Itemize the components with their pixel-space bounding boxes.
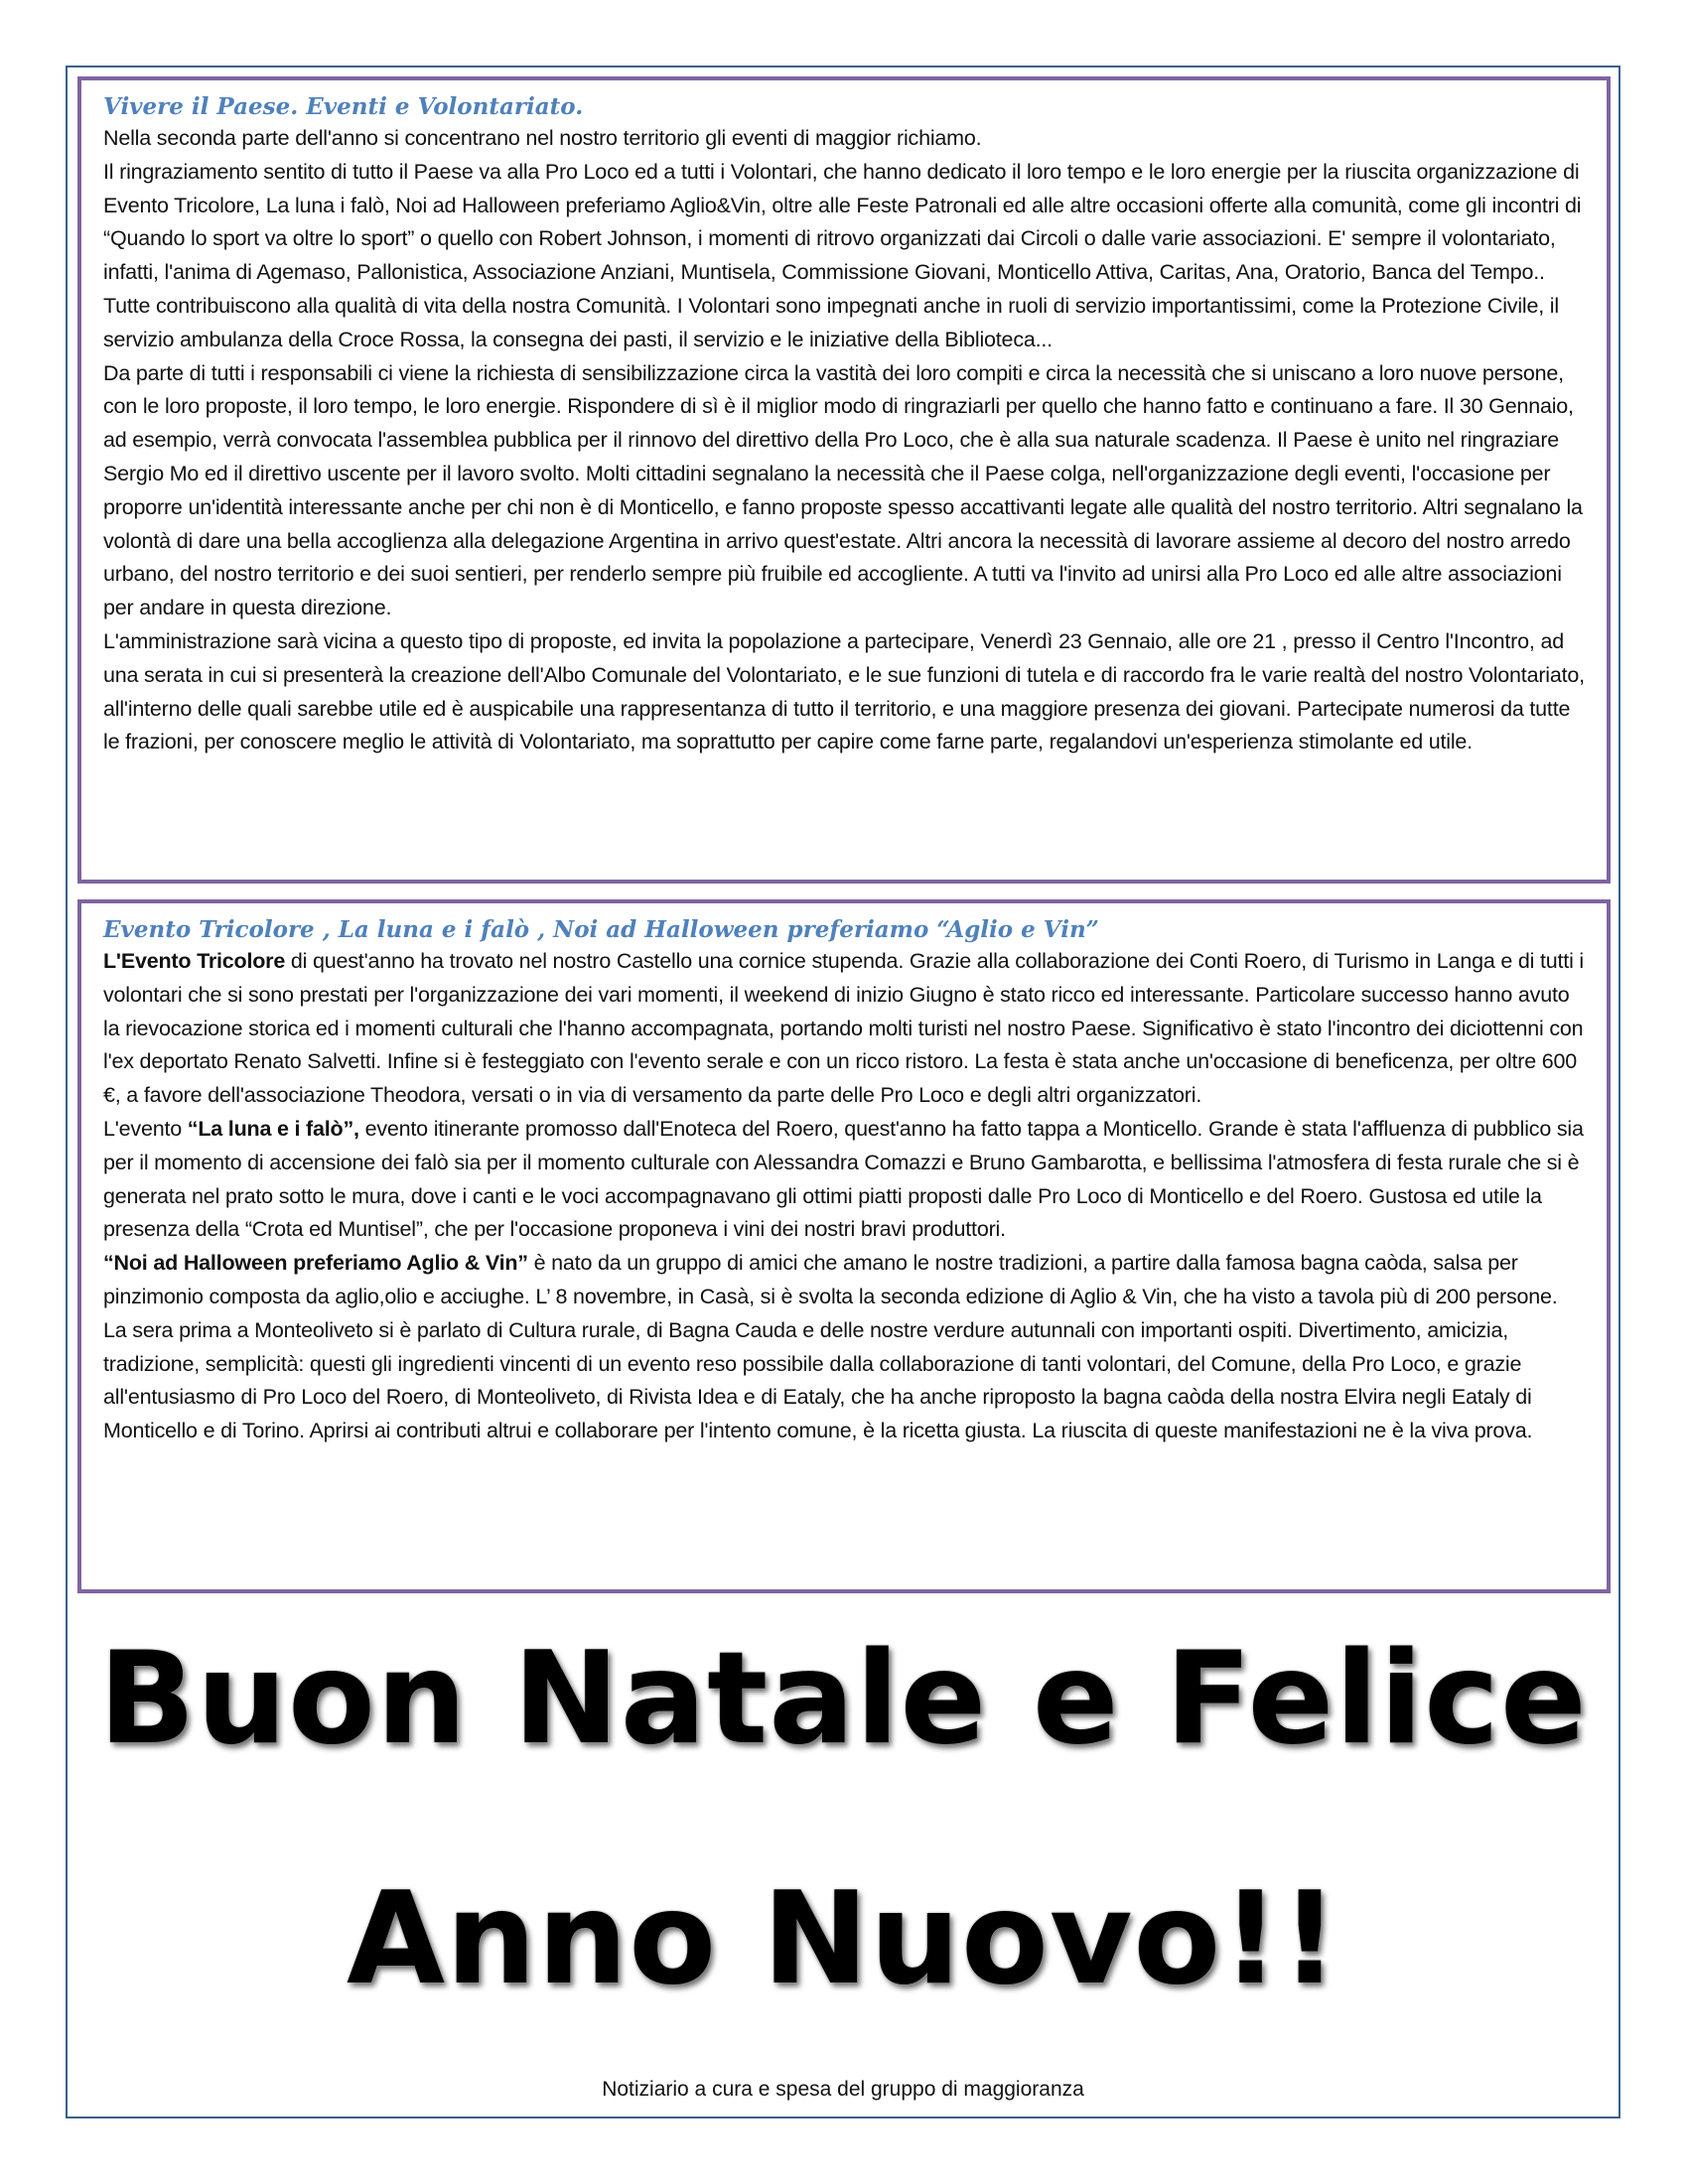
paragraph-text: L'evento xyxy=(103,1116,188,1141)
article-volontariato xyxy=(77,76,1611,884)
article-eventi xyxy=(77,899,1611,1593)
article-title: Vivere il Paese. Eventi e Volontariato. xyxy=(103,93,584,120)
paragraph: Nella seconda parte dell'anno si concentrano nel nostro territorio gli eventi di maggior richiamo. xyxy=(103,126,982,150)
event-name: “La luna e i falò”, xyxy=(187,1116,359,1141)
paragraph-text: evento itinerante promosso dall'Enoteca del Roero, quest'anno ha fatto tappa a Monticello. Grande è stata l'affluenza di pubblico sia per il momento di accensione dei falò sia per il momento culturale con Alessandra Comazzi e Bruno Gambarotta, e bellissima l'atmosfera di festa rurale che si è generata nel prato sotto le mura, dove i canti e le voci accompagnavano gli ottimi piatti proposti dalle Pro Loco di Monticello e del Roero. Gustosa ed utile la presenza della “Crota ed Muntisel”, che per l'occasione proponeva i vini dei nostri bravi produttori. xyxy=(103,1116,1584,1242)
paragraph xyxy=(103,1113,1585,1247)
article-body xyxy=(103,945,1585,1448)
greeting-line-2: Anno Nuovo!! xyxy=(346,1865,1340,2013)
paragraph: L'amministrazione sarà vicina a questo tipo di proposte, ed invita la popolazione a partecipare, Venerdì 23 Gennaio, alle ore 21 , presso il Centro l'Incontro, ad una serata in cui si presenterà la creazione dell'Albo Comunale del Volontariato, e le sue funzioni di tutela e di raccordo fra le varie realtà del nostro Volontariato, all'interno delle quali sarebbe utile ed è auspicabile una rappresentanza di tutto il territorio, e una maggiore presenza dei giovani. Partecipate numerosi da tutte le frazioni, per conoscere meglio le attività di Volontariato, ma soprattutto per capire come farne parte, regalandovi un'esperienza stimolante ed utile. xyxy=(103,628,1585,754)
footer-note: Notiziario a cura e spesa del gruppo di maggioranza xyxy=(602,2078,1084,2101)
event-name: “Noi ad Halloween preferiamo Aglio & Vin” xyxy=(103,1251,528,1276)
paragraph xyxy=(103,1247,1585,1448)
article-title: Evento Tricolore , La luna e i falò , Noi ad Halloween preferiamo “Aglio e Vin” xyxy=(103,916,1099,943)
paragraph xyxy=(103,945,1585,1113)
paragraph: Da parte di tutti i responsabili ci viene la richiesta di sensibilizzazione circa la vastità dei loro compiti e circa la necessità che si uniscano a loro nuove persone, con le loro proposte, il loro tempo, le loro energie. Rispondere di sì è il miglior modo di ringraziarli per quello che hanno fatto e continuano a fare. Il 30 Gennaio, ad esempio, verrà convocata l'assemblea pubblica per il rinnovo del direttivo della Pro Loco, che è alla sua naturale scadenza. Il Paese è unito nel ringraziare Sergio Mo ed il direttivo uscente per il lavoro svolto. Molti cittadini segnalano la necessità che il Paese colga, nell'organizzazione degli eventi, l'occasione per proporre un'identità interessante anche per chi non è di Monticello, e fanno proposte spesso accattivanti legate alle qualità del nostro territorio. Altri segnalano la volontà di dare una bella accoglienza alla delegazione Argentina in arrivo quest'estate. Altri ancora la necessità di lavorare assieme al decoro del nostro arredo urbano, del nostro territorio e dei suoi sentieri, per renderlo sempre più fruibile ed accogliente. A tutti va l'invito ad unirsi alla Pro Loco ed alle altre associazioni per andare in questa direzione. xyxy=(103,360,1583,620)
greeting-line-1: Buon Natale e Felice xyxy=(98,1625,1588,1773)
paragraph-text: è nato da un gruppo di amici che amano le nostre tradizioni, a partire dalla famosa bagna caòda, salsa per pinzimonio composta da aglio,olio e acciughe. L’ 8 novembre, in Casà, si è svolta la seconda edizione di Aglio & Vin, che ha visto a tavola più di 200 persone. La sera prima a Monteoliveto si è parlato di Cultura rurale, di Bagna Cauda e delle nostre verdure autunnali con importanti ospiti. Divertimento, amicizia, tradizione, semplicità: questi gli ingredienti vincenti di un evento reso possibile dalla collaborazione di tanti volontari, del Comune, della Pro Loco, e grazie all'entusiasmo di Pro Loco del Roero, di Monteoliveto, di Rivista Idea e di Eataly, che ha anche riproposto la bagna caòda della nostra Elvira negli Eataly di Monticello e di Torino. Aprirsi ai contributi altrui e collaborare per l'intento comune, è la ricetta giusta. La riuscita di queste manifestazioni ne è la viva prova. xyxy=(103,1251,1558,1443)
paragraph: Il ringraziamento sentito di tutto il Paese va alla Pro Loco ed a tutti i Volontari, che hanno dedicato il loro tempo e le loro energie per la riuscita organizzazione di Evento Tricolore, La luna i falò, Noi ad Halloween preferiamo Aglio&Vin, oltre alle Feste Patronali ed alle altre occasioni offerte alla comunità, come gli incontri di “Quando lo sport va oltre lo sport” o quello con Robert Johnson, i momenti di ritrovo organizzati dai Circoli o dalle varie associazioni. E' sempre il volontariato, infatti, l'anima di Agemaso, Pallonistica, Associazione Anziani, Muntisela, Commissione Giovani, Monticello Attiva, Caritas, Ana, Oratorio, Banca del Tempo.. Tutte contribuiscono alla qualità di vita della nostra Comunità. I Volontari sono impegnati anche in ruoli di servizio importantissimi, come la Protezione Civile, il servizio ambulanza della Croce Rossa, la consegna dei pasti, il servizio e le iniziative della Biblioteca... xyxy=(103,159,1582,351)
paragraph-text: di quest'anno ha trovato nel nostro Castello una cornice stupenda. Grazie alla collaborazione dei Conti Roero, di Turismo in Langa e di tutti i volontari che si sono prestati per l'organizzazione dei vari momenti, il weekend di inizio Giugno è stato ricco ed interessante. Particolare successo hanno avuto la rievocazione storica ed i momenti culturali che l'hanno accompagnata, portando molti turisti nel nostro Paese. Significativo è stato l'incontro dei diciottenni con l'ex deportato Renato Salvetti. Infine si è festeggiato con l'evento serale e con un ricco ristoro. La festa è stata anche un'occasione di beneficenza, per oltre 600 €, a favore dell'associazione Theodora, versati o in via di versamento da parte delle Pro Loco e degli altri organizzatori. xyxy=(103,949,1585,1108)
article-body xyxy=(103,122,1585,759)
event-name: L'Evento Tricolore xyxy=(103,949,286,973)
